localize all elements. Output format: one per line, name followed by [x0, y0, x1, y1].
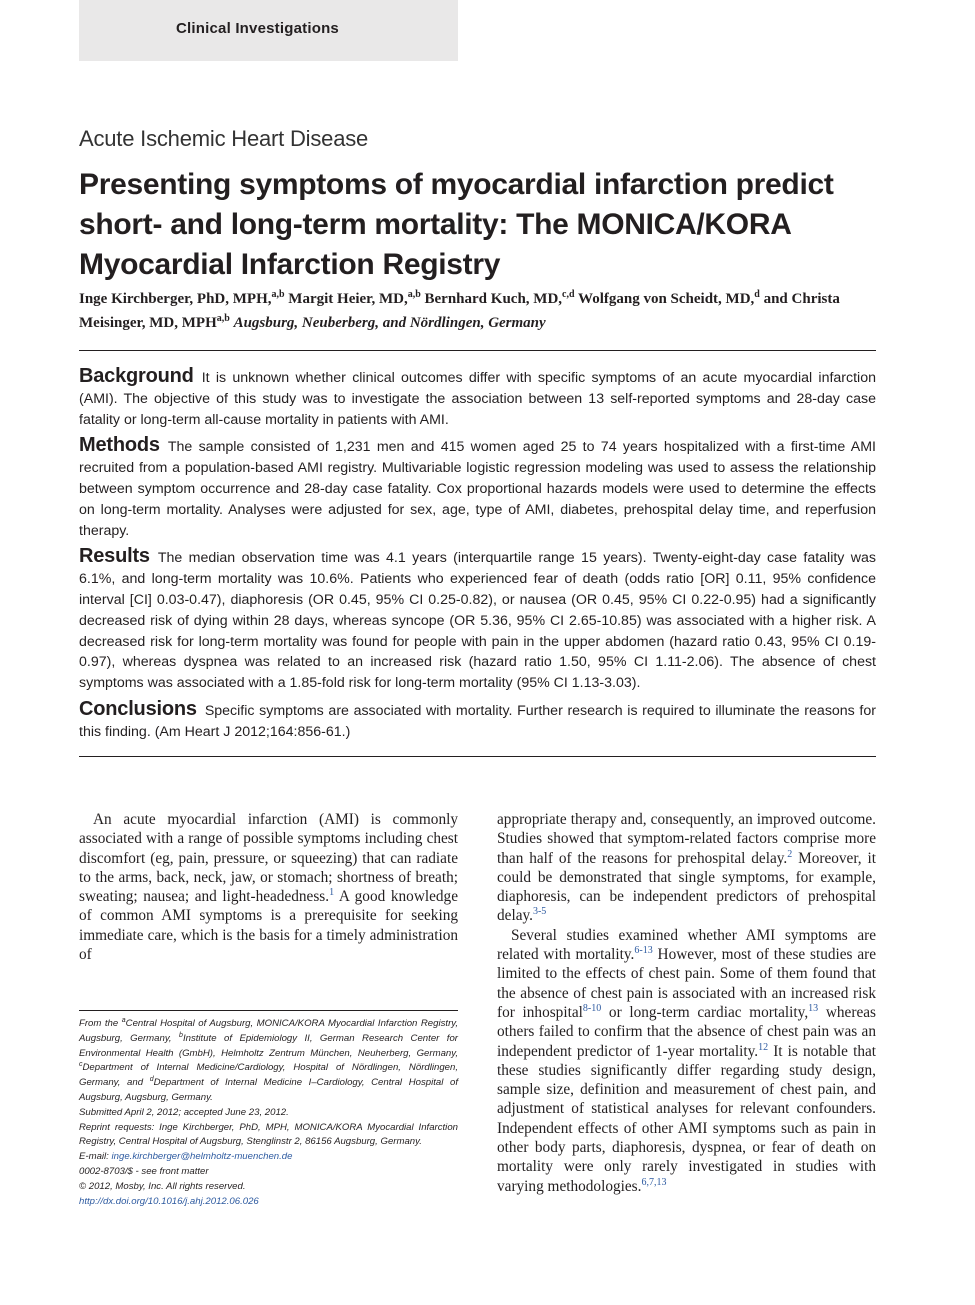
body-paragraph [497, 810, 876, 926]
abstract-background [79, 366, 876, 430]
footnote-text: Department of Internal Medicine I–Cardiology, Central Hospital of Augsburg, Augsburg, Germany. [79, 1077, 458, 1103]
abstract-top-rule [79, 350, 876, 351]
author-affiliation: a,b [407, 289, 421, 300]
abstract-heading: Methods [79, 434, 160, 457]
abstract-text: The sample consisted of 1,231 men and 415 women aged 25 to 74 years hospitalized with a first-time AMI recruited from a population-based AMI registry. Multivariable logistic regression modeling was used to assess the relationship between symptom occurrence and 28-day case fatality. Cox proportional hazards models were used to determine the effects on long-term mortality. Analyses were adjusted for sex, age, type of AMI, diabetes, prehospital delay time, and reperfusion therapy. [79, 439, 876, 539]
author-list [79, 285, 879, 333]
footnote-text: From the [79, 1018, 119, 1029]
body-text: or long-term cardiac mortality, [608, 1003, 809, 1021]
doi-link[interactable]: http://dx.doi.org/10.1016/j.ahj.2012.06.026 [79, 1195, 259, 1207]
abstract-results [79, 546, 876, 694]
abstract-methods [79, 435, 876, 541]
author-name: Wolfgang von Scheidt, MD, [578, 291, 755, 307]
author-affiliation: a,b [271, 289, 285, 300]
abstract-text: The median observation time was 4.1 years (interquartile range 15 years). Twenty-eight-day case fatality was 6.1%, and long-term mortality was 10.6%. Patients who experienced fear of death (odds ratio [OR] 0.11, 95% confidence interval [CI] 0.03-0.47), diaphoresis (OR 0.45, 95% CI 0.25-0.82), or nausea (OR 0.45, 95% CI 0.22-0.95) had a significantly decreased risk of dying within 28 days, whereas syncope (OR 5.36, 95% CI 2.65-10.85) was associated with a higher risk. A decreased risk for long-term mortality was found for people with pain in the upper abdomen (hazard ratio 0.43, 95% CI 0.19-0.97), whereas dyspnea was related to an increased risk (hazard ratio 1.50, 95% CI 1.11-2.06). The absence of chest symptoms was associated with a 1.85-fold risk for long-term mortality (95% CI 1.13-3.03). [79, 550, 876, 692]
affiliation-mark: d [149, 1076, 154, 1083]
citation-link[interactable]: 6-13 [634, 944, 653, 956]
abstract-heading: Conclusions [79, 697, 197, 720]
section-label: Clinical Investigations [176, 20, 339, 37]
body-paragraph [79, 810, 458, 964]
body-paragraph [497, 926, 876, 1196]
email-note [79, 1150, 458, 1165]
submitted-note: Submitted April 2, 2012; accepted June 23, 2012. [79, 1106, 289, 1118]
affiliation-mark: b [179, 1031, 183, 1039]
abstract [79, 366, 876, 748]
affiliations-note [79, 1017, 458, 1106]
abstract-bottom-rule [79, 756, 876, 757]
author-name: Christa Meisinger, MD, MPH [79, 291, 840, 331]
abstract-heading: Results [79, 545, 150, 568]
affiliation-mark: c [79, 1061, 83, 1069]
body-text: whereas others failed to confirm that the absence of chest pain was an independent predictor of 1-year mortality. [497, 1003, 876, 1060]
abstract-conclusions [79, 699, 876, 743]
body-text: However, most of these studies are limited to the effects of chest pain. Some of them found that the absence of chest pain is associated with an increased risk for inhospital [497, 946, 876, 1021]
affiliation-mark: a [121, 1016, 126, 1024]
footnote-text: Central Hospital of Augsburg, MONICA/KORA Myocardial Infarction Registry, Augsburg, Germany, [79, 1018, 459, 1044]
author-and: and [763, 291, 788, 307]
body-text: A good knowledge of common AMI symptoms is a prerequisite for seeking immediate care, which is the basis for a timely administration of [79, 888, 458, 964]
citation-link[interactable]: 1 [329, 887, 335, 899]
author-affiliation: c,d [562, 289, 575, 300]
reprint-note: Reprint requests: Inge Kirchberger, PhD, MPH, MONICA/KORA Myocardial Infarction Registry, Central Hospital of Augsburg, Stenglinstr 2, 86156 Augsburg, Germany. [79, 1121, 458, 1148]
footnote-rule [79, 1010, 458, 1011]
body-text: appropriate therapy and, consequently, an improved outcome. Studies showed that symptom-related factors comprise more than half of the reasons for prehospital delay. [497, 811, 876, 867]
section-header-tab [79, 0, 458, 61]
footnotes [79, 1017, 458, 1209]
citation-link[interactable]: 2 [787, 848, 793, 860]
author-location: Augsburg, Neuberberg, and Nördlingen, Germany [233, 315, 546, 331]
body-column-left [79, 810, 458, 964]
copyright-note: © 2012, Mosby, Inc. All rights reserved. [79, 1180, 246, 1192]
author-name: Margit Heier, MD, [288, 291, 408, 307]
abstract-heading: Background [79, 365, 194, 387]
body-text: Several studies examined whether AMI symptoms are related with mortality. [497, 926, 876, 964]
author-name: Inge Kirchberger, PhD, MPH, [79, 291, 272, 307]
author-affiliation: d [754, 289, 760, 300]
email-link[interactable]: inge.kirchberger@helmholtz-muenchen.de [111, 1151, 293, 1163]
footnote-text: Institute of Epidemiology II, German Research Center for Environmental Health (GmbH), Helmholtz Zentrum München, Neuherberg, Germany, [79, 1032, 458, 1059]
email-label: E-mail: [79, 1151, 109, 1163]
author-name: Bernhard Kuch, MD, [424, 291, 563, 307]
body-text: An acute myocardial infarction (AMI) is commonly associated with a range of possible symptoms including chest discomfort (eg, pain, pressure, or squeezing) that can radiate to the arms, back, neck, jaw, or stomach; shortness of breath; sweating; nausea; and light-headedness. [79, 811, 458, 906]
article-category: Acute Ischemic Heart Disease [79, 126, 369, 151]
citation-link[interactable]: 8-10 [582, 1002, 602, 1014]
footnote-text: Department of Internal Medicine/Cardiology, Hospital of Nördlingen, Nördlingen, Germany, and [79, 1062, 458, 1089]
abstract-text: It is unknown whether clinical outcomes differ with specific symptoms of an acute myocardial infarction (AMI). The objective of this study was to investigate the association between 13 self-reported symptoms and 28-day case fatality or long-term all-cause mortality in patients with AMI. [79, 370, 876, 428]
article-title: Presenting symptoms of myocardial infarction predict short- and long-term mortality: The MONICA/KORA Myocardial Infarction Registry [79, 168, 834, 281]
body-text: Moreover, it could be demonstrated that single symptoms, for example, diaphoresis, can be independent predictors of prehospital delay. [497, 849, 876, 925]
body-text: It is notable that these studies significantly differ regarding study design, sample size, definition and measurement of chest pain, and adjustment of statistical analyses for relevant confounders. Independent effects of other AMI symptoms such as pain in other body parts, diaphoresis, dyspnea, or fear of death on mortality were only rarely investigated in studies with varying methodologies. [497, 1042, 877, 1195]
citation-link[interactable]: 3-5 [532, 906, 547, 918]
author-affiliation: a,b [216, 313, 230, 324]
abstract-text: Specific symptoms are associated with mortality. Further research is required to illuminate the reasons for this finding. (Am Heart J 2012;164:856-61.) [79, 702, 876, 740]
body-column-right [497, 810, 876, 1196]
citation-link[interactable]: 13 [808, 1002, 819, 1014]
issn-note: 0002-8703/$ - see front matter [79, 1165, 209, 1177]
citation-link[interactable]: 12 [758, 1041, 769, 1053]
citation-link[interactable]: 6,7,13 [641, 1176, 667, 1188]
